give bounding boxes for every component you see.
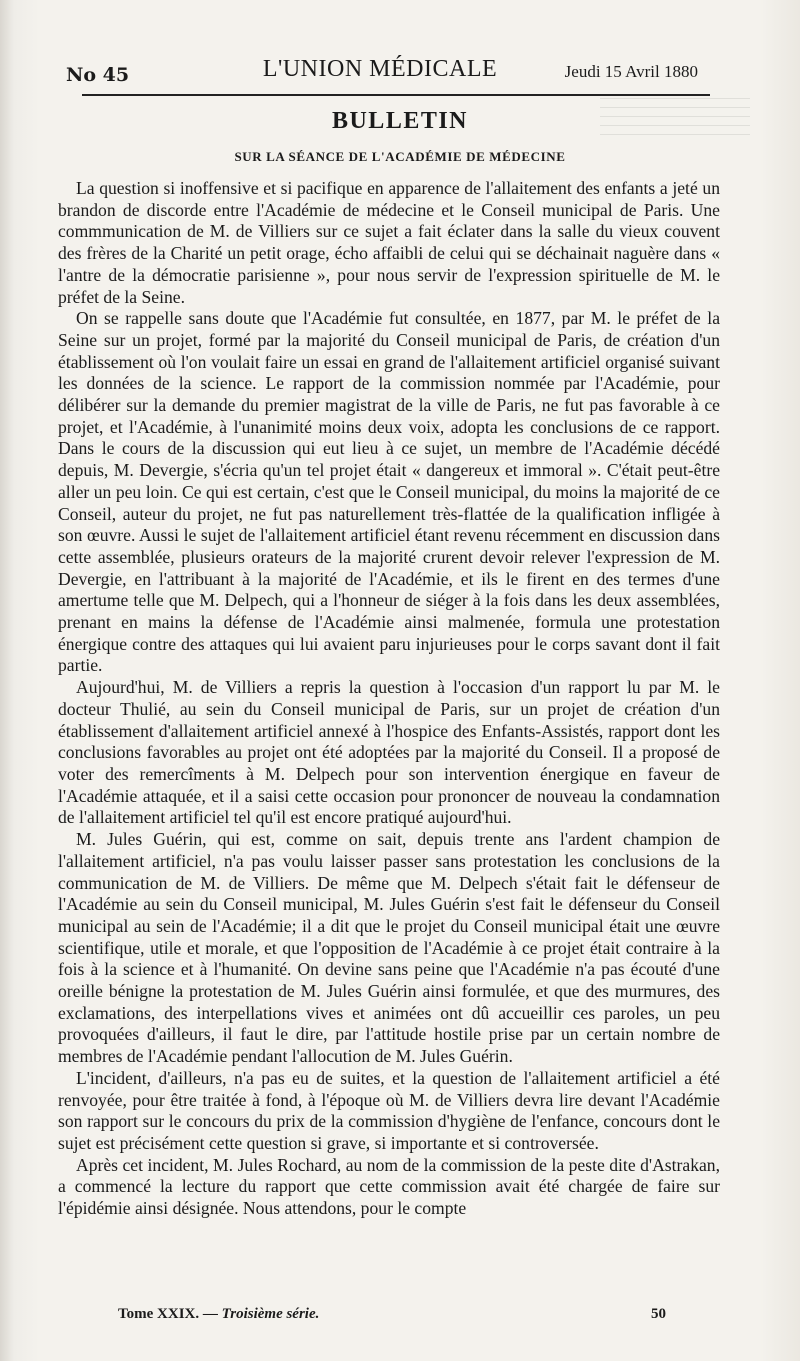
tome-label xyxy=(118,1306,319,1323)
page-footer xyxy=(118,1306,678,1330)
page-header xyxy=(60,56,700,86)
section-title: BULLETIN xyxy=(331,108,469,134)
section-subtitle: SUR LA SÉANCE DE L'ACADÉMIE DE MÉDECINE xyxy=(234,149,566,164)
series-label: Troisième série. xyxy=(221,1306,320,1322)
journal-title: L'UNION MÉDICALE xyxy=(262,56,498,82)
header-rule xyxy=(82,94,710,96)
paragraph: Après cet incident, M. Jules Rochard, au nom de la commission de la peste dite d'Astrakan, a commencé la lecture du rapport que cette commission avait été chargée de faire sur l'épidémie ainsi désignée. Nous attendons, pour le compte xyxy=(58,1154,720,1219)
paragraph: M. Jules Guérin, qui est, comme on sait, depuis trente ans l'ardent champion de l'allaitement artificiel, n'a pas voulu laisser passer sans protestation les conclusions de la communication de M. de Villiers. De même que M. Delpech s'était fait le défenseur de l'Académie au sein du Conseil municipal, M. Jules Guérin s'est fait le défenseur du Conseil municipal au sein de l'Académie; il a dit que le projet du Conseil municipal était une œuvre scientifique, utile et morale, et que l'opposition de l'Académie à ce projet était contraire à la fois à la science et à l'humanité. On devine sans peine que l'Académie n'a pas écouté d'une oreille bénigne la protestation de M. Jules Guérin ainsi formulée, et que des murmures, des exclamations, des interpellations vives et animées ont dû accueillir ces paroles, un peu provoquées d'ailleurs, il faut le dire, par l'attitude hostile prise par un certain nombre de membres de l'Académie pendant l'allocution de M. Jules Guérin. xyxy=(58,829,720,1067)
page-number: 50 xyxy=(651,1306,666,1322)
paragraph: Aujourd'hui, M. de Villiers a repris la question à l'occasion d'un rapport lu par M. le docteur Thulié, au sein du Conseil municipal de Paris, sur un projet de création d'un établissement d'allaitement artificiel annexé à l'hospice des Enfants-Assistés, rapport dont les conclusions favorables au projet ont été adoptées par la majorité du Conseil. Il a proposé de voter des remercîments à M. Delpech pour son intervention énergique en faveur de l'Académie attaquée, et il a saisi cette occasion pour prononcer de nouveau la condamnation de l'allaitement artificiel tel qu'il est encore pratiqué aujourd'hui. xyxy=(58,677,720,828)
issue-date: Jeudi 15 Avril 1880 xyxy=(564,62,698,81)
tome-number: Tome XXIX. — xyxy=(118,1306,218,1322)
paragraph: La question si inoffensive et si pacifique en apparence de l'allaitement des enfants a jeté un brandon de discorde entre l'Académie de médecine et le Conseil municipal de Paris. Une commmunication de M. de Villiers sur ce sujet a fait éclater dans la salle du vieux couvent des frères de la Charité un petit orage, écho affaibli de celui qui se déchainait naguère dans « l'antre de la démocratie parisienne », pour nous servir de l'expression spirituelle de M. le préfet de la Seine. xyxy=(58,178,720,307)
paragraph: On se rappelle sans doute que l'Académie fut consultée, en 1877, par M. le préfet de la Seine sur un projet, formé par la majorité du Conseil municipal de Paris, de création d'un établissement où l'on voulait faire un essai en grand de l'allaitement artificiel organisé suivant les données de la science. Le rapport de la commission nommée par l'Académie, pour délibérer sur la demande du premier magistrat de la ville de Paris, ne fut pas favorable à ce projet, et l'Académie, à l'unanimité moins deux voix, adopta les conclusions de ce rapport. Dans le cours de la discussion qui eut lieu à ce sujet, un membre de l'Académie décédé depuis, M. Devergie, s'écria qu'un tel projet était « dangereux et immoral ». C'était peut-être aller un peu loin. Ce qui est certain, c'est que le Conseil municipal, du moins la majorité de ce Conseil, auteur du projet, ne fut pas naturellement très-flattée de la qualification infligée à son œuvre. Aussi le sujet de l'allaitement artificiel étant revenu récemment en discussion dans cette assemblée, plusieurs orateurs de la majorité crurent devoir relever l'expression de M. Devergie, en l'attribuant à la majorité de l'Académie, et ils le firent en des termes d'une amertume telle que M. Delpech, qui a l'honneur de siéger à la fois dans les deux assemblées, prenant en mains la défense de l'Académie ainsi malmenée, formula une protestation énergique contre des attaques qui lui avaient paru injurieuses pour le corps savant dont il fait partie. xyxy=(58,308,720,676)
paragraph: L'incident, d'ailleurs, n'a pas eu de suites, et la question de l'allaitement artificiel a été renvoyée, pour être traitée à fond, à l'époque où M. de Villiers devra lire devant l'Académie son rapport sur le concours du prix de la commission d'hygiène de l'enfance, concours dont le sujet est précisément cette question si grave, si importante et si controversée. xyxy=(58,1067,720,1153)
article-body xyxy=(58,178,720,1220)
issue-number: No 45 xyxy=(66,64,130,86)
